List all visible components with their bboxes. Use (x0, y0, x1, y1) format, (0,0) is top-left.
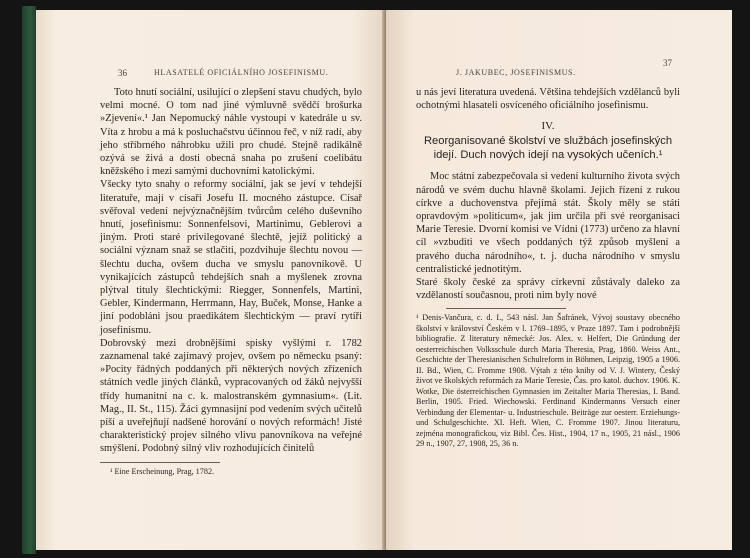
running-head-left: HLASATELÉ OFICIÁLNÍHO JOSEFINISMU. (154, 68, 329, 77)
right-page (386, 10, 732, 550)
footnote-rule-left (100, 462, 220, 463)
left-page (36, 10, 386, 550)
chapter-title: Reorganisované školství ve službách josefinských idejí. Duch nových idejí na vysokých učeních.¹ (423, 135, 673, 162)
left-body-text: Toto hnutí sociální, usilující o zlepšení stavu chudých, bylo velmi mocné. O tom nad jiné výmluvně svědčí brošurka »Zjevení«.¹ Jan Nepomucký náhle vystoupí v katedrále u sv. Víta z hrobu a má k posluchačstvu účinnou řeč, v níž radí, aby jeho stříbrného náhrobku užili pro chudé. Stejně radikálně ozývá se živá a dosti obecná snaha po zrušení coelibátu kněžského i mezi samými duchovními katolickými. Všecky tyto snahy o reformy sociální, jak se jeví v tehdejší literatuře, mají v císaři Josefu II. mocného zástupce. Císař svěřoval vedení nejvýznačnějším tvůrcům celého duševního hnutí, josefinismu: Sonnenfelsovi, Martinimu, Geblerovi a jiným. Proti staré privilegované šlechtě, jejíž politický a sociální význam snaž se stlačiti, pozdvihuje šlechtu novou — šlechtu ducha, ovšem ducha ve smyslu panovníkově. U vynikajících zástupců tehdejších snah a myšlenek zrovna plýtval tituly šlechtickými: Riegger, Sonnenfels, Martini, Gebler, Kindermann, Herrmann, Hay, Buček, Monse, Hanke a jiní podobláni jsou praedikátem šlechtickým — praví rytíři josefinismu. Dobrovský mezi drobnějšími spisky vyšlými r. 1782 zaznamenal také zajímavý projev, ovšem po německu psaný: »Pocity řádných poddaných při některých nových zřízeních státních vedle jiných článků, vypracovaných od žáků nejvyšší třídy humanitní na c. k. malostranském gymnasium«. (Lit. Mag., II. St., 115). Žáci gymnasijní pod vedením svých učitelů píší a uveřejňují nadšené horování o nových reformách! Jisté charakteristický projev silného vlivu panovníkova na veřejné smýšlení. Podobný silný vliv rozhodujících činitelů (100, 87, 362, 455)
page-number-left: 36 (118, 68, 127, 78)
running-head-right: J. JAKUBEC, JOSEFINISMUS. (456, 68, 576, 77)
right-body-text: Moc státní zabezpečovala si vedení kulturního života svých národů ve svém duchu hlavně školami. Jejich řízení z rukou církve a duchovenstva přejímá stát. Školy měly se státi opravdovým »politicum«, jak jim určila při své reorganisaci Marie Teresie. Dvorní komisi ve Vídni (1773) určeno za hlavní cíl »vzbuditi ve všech poddaných týž způsob myšlení a pravého ducha národního«, t. j. ducha národního v smyslu centralistické jednotitým. Staré školy české za správy církevní zůstávaly daleko za vzdělaností současnou, proti nim byly nové (416, 171, 680, 302)
right-body-top: u nás jeví literatura uvedená. Většina tehdejších vzdělanců byli ochotnými hlasateli osvíceného oficiálního josefinismu. (416, 87, 680, 112)
book-cover-edge (22, 6, 36, 554)
footnote-rule-right (446, 308, 566, 309)
right-footnote: ¹ Denis-Vančura, c. d. I., 543 násl. Jan Šafránek, Vývoj soustavy obecného školství v království Českém v l. 1769–1895, v Praze 1897. Tam i podrobnější bibliografie. Z literatury německé: Jos. Alex. v. Helfert, Die Gründung der oesterreichischen Volksschule durch Maria Theresia, Prag, 1860. Weiss Ant., Geschichte der Theresianischen Schulreform in Böhmen, Leipzig, 1905 a 1906. II. Bd., Wien, C. Fromme 1908. Výtah z této knihy od V. J. Wintery, Český život ve školských reformách za Marie Teresie, Čas. pro katol. duchov. 1906. K. Wotke, Die österreichischen Gymnasien im Zeitalter Maria Theresias, I. Band. Berlin, 1905. Fried. Wiechowski. Ferdinand Kindermanns Versuch einer Verbindung der Elementar- u. Industrieschule. Beiträge zur oesterr. Erziehungs- und Schulgeschichte. XI. Heft. Wien, C. Fromme 1907. Jinou literaturu, zejména monografickou, viz Bibl. Čes. Hist., 1904, 17 n., 1905, 21 násl., 1906 29 n., 1907, 27, 1908, 25, 36 n. (416, 313, 680, 449)
page-number-right: 37 (663, 58, 672, 68)
chapter-number: IV. (541, 120, 555, 133)
left-footnote: ¹ Eine Erscheinung, Prag, 1782. (110, 466, 215, 476)
